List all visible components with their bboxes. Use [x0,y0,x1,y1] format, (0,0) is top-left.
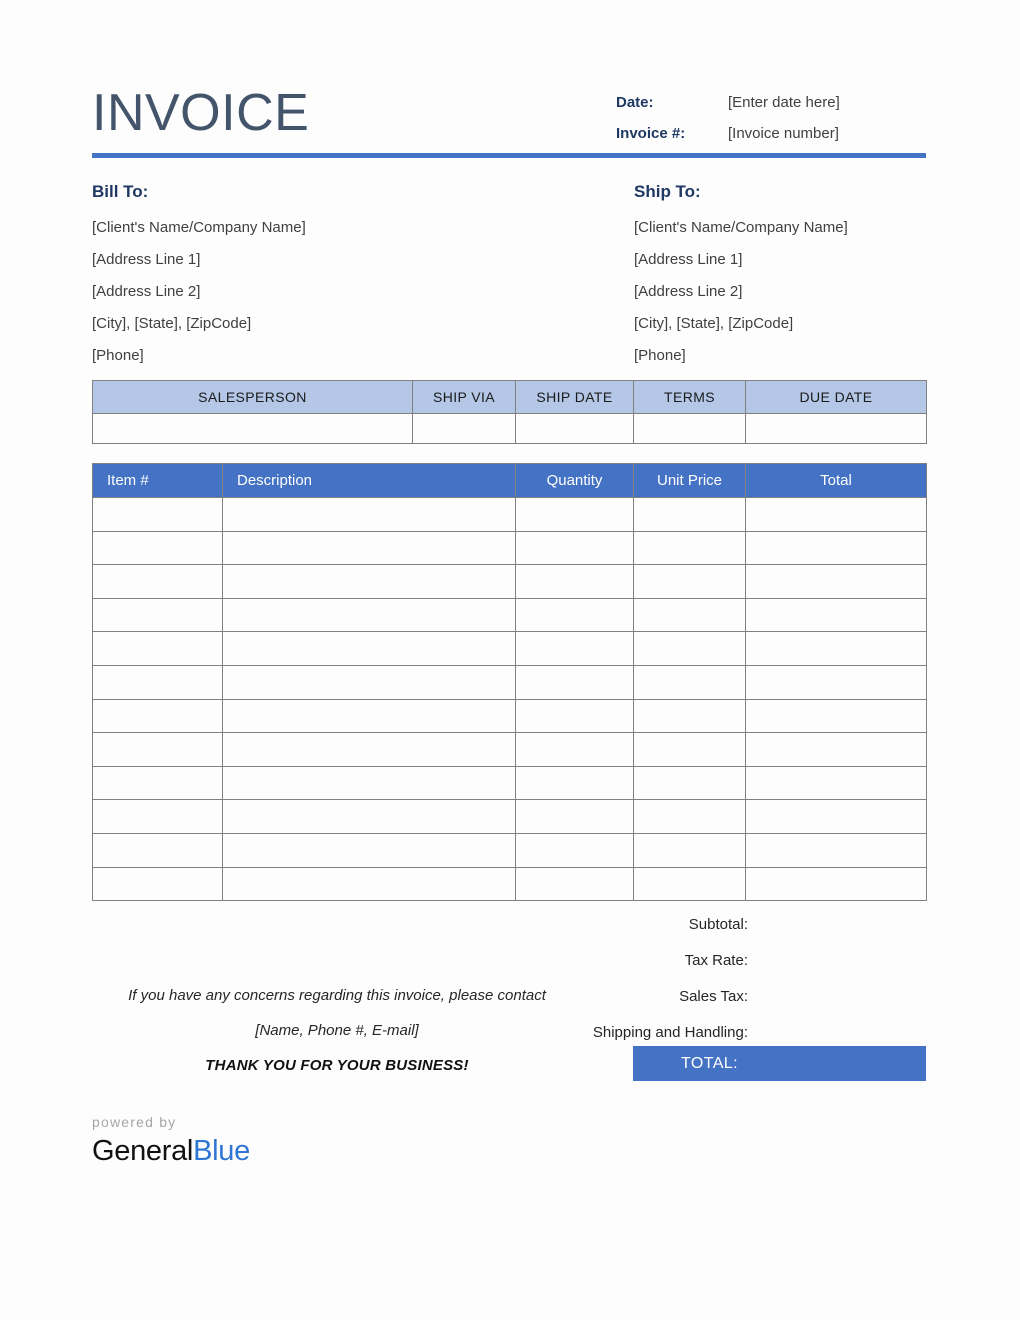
shipping-header-terms: TERMS [634,381,746,414]
items-cell-unit-price[interactable] [634,766,746,800]
items-cell-total[interactable] [746,733,927,767]
items-cell-item-number[interactable] [93,565,223,599]
items-cell-description[interactable] [223,498,516,532]
shipping-header-ship-date: SHIP DATE [516,381,634,414]
notes-thank-you: THANK YOU FOR YOUR BUSINESS! [205,1057,469,1074]
items-cell-total[interactable] [746,632,927,666]
notes-contact-line: If you have any concerns regarding this invoice, please contact [128,987,546,1004]
table-row [93,665,927,699]
items-cell-quantity[interactable] [516,498,634,532]
items-cell-unit-price[interactable] [634,833,746,867]
items-cell-total[interactable] [746,598,927,632]
sales-tax-label: Sales Tax: [679,987,748,1005]
items-header-item-number: Item # [93,464,223,498]
items-cell-total[interactable] [746,565,927,599]
shipping-cell-due-date[interactable] [746,414,927,444]
invoice-meta [616,94,926,156]
brand-name [92,1132,250,1170]
bill-to-line-4[interactable]: [City], [State], [ZipCode] [92,315,252,332]
items-cell-unit-price[interactable] [634,733,746,767]
invoice-notes [92,978,582,1083]
line-items-table [92,463,927,901]
items-cell-quantity[interactable] [516,598,634,632]
shipping-header-due-date: DUE DATE [746,381,927,414]
items-cell-item-number[interactable] [93,766,223,800]
items-cell-item-number[interactable] [93,833,223,867]
items-cell-unit-price[interactable] [634,867,746,901]
table-row [93,699,927,733]
items-cell-description[interactable] [223,565,516,599]
page-title: INVOICE [92,84,310,142]
items-cell-total[interactable] [746,699,927,733]
ship-to-title: Ship To: [634,182,701,201]
shipping-cell-ship-date[interactable] [516,414,634,444]
grand-total-bar [633,1046,926,1081]
items-cell-description[interactable] [223,531,516,565]
items-cell-description[interactable] [223,833,516,867]
bill-to-line-1[interactable]: [Client's Name/Company Name] [92,219,306,236]
table-row [93,766,927,800]
items-cell-quantity[interactable] [516,699,634,733]
items-cell-item-number[interactable] [93,699,223,733]
items-cell-total[interactable] [746,498,927,532]
items-cell-quantity[interactable] [516,833,634,867]
grand-total-label: TOTAL: [681,1054,738,1072]
table-row [93,565,927,599]
items-cell-quantity[interactable] [516,800,634,834]
ship-to-block [634,182,1020,372]
table-row [93,833,927,867]
items-cell-description[interactable] [223,733,516,767]
shipping-body [93,414,927,444]
ship-to-line-4[interactable]: [City], [State], [ZipCode] [634,315,794,332]
items-cell-unit-price[interactable] [634,598,746,632]
items-cell-quantity[interactable] [516,665,634,699]
table-row [93,632,927,666]
items-cell-total[interactable] [746,665,927,699]
ship-to-line-5[interactable]: [Phone] [634,347,686,364]
items-cell-unit-price[interactable] [634,531,746,565]
table-row [93,867,927,901]
items-cell-total[interactable] [746,800,927,834]
table-row [93,531,927,565]
items-cell-unit-price[interactable] [634,665,746,699]
meta-row-date [616,94,926,125]
shipping-header-row [93,381,927,414]
items-header-row [93,464,927,498]
items-cell-unit-price[interactable] [634,699,746,733]
table-row [93,414,927,444]
items-header-total: Total [746,464,927,498]
shipping-handling-label: Shipping and Handling: [592,1023,748,1041]
items-cell-description[interactable] [223,665,516,699]
brand-name-blue: Blue [193,1135,250,1167]
items-cell-total[interactable] [746,531,927,565]
shipping-cell-terms[interactable] [634,414,746,444]
bill-to-line-2[interactable]: [Address Line 1] [92,251,201,268]
items-cell-total[interactable] [746,867,927,901]
bill-to-line-5[interactable]: [Phone] [92,347,144,364]
items-cell-item-number[interactable] [93,665,223,699]
items-cell-quantity[interactable] [516,632,634,666]
items-cell-unit-price[interactable] [634,632,746,666]
brand-name-general: General [92,1135,194,1167]
shipping-header-ship-via: SHIP VIA [413,381,516,414]
table-row [93,598,927,632]
items-cell-unit-price[interactable] [634,565,746,599]
items-cell-quantity[interactable] [516,766,634,800]
table-row [93,498,927,532]
ship-to-line-3[interactable]: [Address Line 2] [634,283,743,300]
shipping-details-table [92,380,927,444]
items-cell-item-number[interactable] [93,632,223,666]
ship-to-line-1[interactable]: [Client's Name/Company Name] [634,219,848,236]
items-cell-quantity[interactable] [516,531,634,565]
shipping-cell-salesperson[interactable] [93,414,413,444]
notes-contact-placeholder[interactable]: [Name, Phone #, E-mail] [255,1022,419,1039]
invoice-number-value[interactable]: [Invoice number] [728,125,839,142]
items-cell-item-number[interactable] [93,498,223,532]
items-cell-item-number[interactable] [93,733,223,767]
items-body [93,498,927,901]
bill-to-line-3[interactable]: [Address Line 2] [92,283,201,300]
invoice-number-label: Invoice #: [616,125,686,142]
items-cell-description[interactable] [223,632,516,666]
items-cell-quantity[interactable] [516,565,634,599]
items-cell-quantity[interactable] [516,733,634,767]
ship-to-line-2[interactable]: [Address Line 1] [634,251,743,268]
items-cell-description[interactable] [223,766,516,800]
items-header-quantity: Quantity [516,464,634,498]
header-divider [92,153,926,158]
table-row [93,733,927,767]
items-cell-description[interactable] [223,598,516,632]
generalblue-logo [92,1112,250,1170]
items-cell-item-number[interactable] [93,598,223,632]
date-label: Date: [616,94,654,111]
totals-row-tax-rate [520,942,926,978]
items-cell-description[interactable] [223,699,516,733]
items-header-description: Description [223,464,516,498]
shipping-header-salesperson: SALESPERSON [93,381,413,414]
items-cell-unit-price[interactable] [634,800,746,834]
table-row [93,800,927,834]
subtotal-label: Subtotal: [688,915,748,933]
invoice-header [92,84,926,156]
powered-by-label: powered by [92,1114,177,1130]
items-cell-description[interactable] [223,867,516,901]
items-cell-total[interactable] [746,833,927,867]
items-cell-item-number[interactable] [93,800,223,834]
items-cell-item-number[interactable] [93,867,223,901]
items-cell-item-number[interactable] [93,531,223,565]
date-value[interactable]: [Enter date here] [728,94,840,111]
items-cell-unit-price[interactable] [634,498,746,532]
address-section [92,182,926,368]
items-cell-description[interactable] [223,800,516,834]
items-cell-quantity[interactable] [516,867,634,901]
tax-rate-label: Tax Rate: [684,951,748,969]
items-header-unit-price: Unit Price [634,464,746,498]
totals-row-subtotal [520,906,926,942]
items-cell-total[interactable] [746,766,927,800]
bill-to-title: Bill To: [92,182,149,201]
shipping-cell-ship-via[interactable] [413,414,516,444]
bill-to-block [92,182,492,372]
meta-row-invoice-number [616,125,926,156]
